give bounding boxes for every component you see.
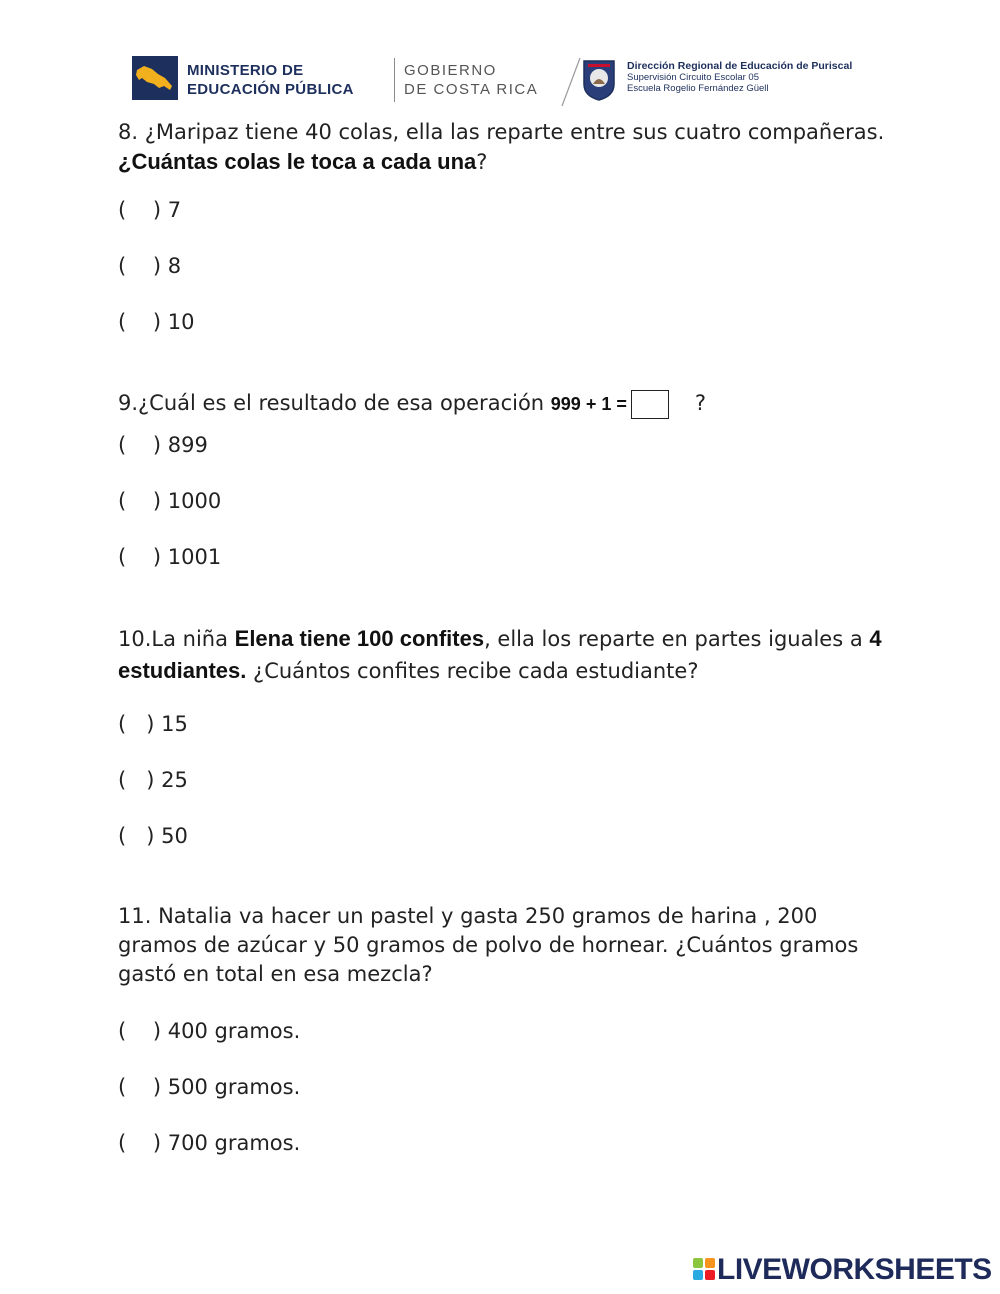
question-8-option-2[interactable]: ( ) 8 (118, 254, 182, 278)
question-10-emphasis-2: 4 estudiantes. (118, 626, 882, 683)
header-divider (394, 58, 395, 102)
school-crest-icon (582, 58, 616, 102)
ministry-name: MINISTERIO DE EDUCACIÓN PÚBLICA (187, 62, 354, 98)
question-9: 9.¿Cuál es el resultado de esa operación 999 + 1 = ? (118, 389, 888, 419)
question-11-option-3[interactable]: ( ) 700 gramos. (118, 1131, 301, 1155)
question-8: 8. ¿Maripaz tiene 40 colas, ella las reparte entre sus cuatro compañeras. ¿Cuántas colas le toca a cada una? (118, 120, 885, 174)
question-11-option-1[interactable]: ( ) 400 gramos. (118, 1019, 301, 1043)
header (0, 0, 1000, 110)
question-10-option-3[interactable]: ( ) 50 (118, 824, 188, 848)
question-10-option-1[interactable]: ( ) 15 (118, 712, 188, 736)
question-8-option-3[interactable]: ( ) 10 (118, 310, 195, 334)
liveworksheets-logo-icon (693, 1258, 715, 1280)
question-8-option-1[interactable]: ( ) 7 (118, 198, 182, 222)
liveworksheets-brand[interactable]: LIVEWORKSHEETS (717, 1253, 992, 1286)
question-8-emphasis: ¿Cuántas colas le toca a cada una (118, 149, 477, 174)
question-11-option-2[interactable]: ( ) 500 gramos. (118, 1075, 301, 1099)
question-11: 11. Natalia va hacer un pastel y gasta 250 gramos de harina , 200 gramos de azúcar y 50 gramos de polvo de hornear. ¿Cuántos gramos gastó en total en esa mezcla? (118, 904, 859, 986)
operation-text: 999 + 1 = (550, 394, 627, 414)
question-10-option-2[interactable]: ( ) 25 (118, 768, 188, 792)
regional-direction-info: Dirección Regional de Educación de Puriscal Supervisión Circuito Escolar 05 Escuela Rogelio Fernández Güell (627, 60, 853, 94)
question-10-emphasis-1: Elena tiene 100 confites (234, 626, 485, 651)
question-10: 10.La niña Elena tiene 100 confites, ella los reparte en partes iguales a 4 estudiantes. ¿Cuántos confites recibe cada estudiante? (118, 626, 882, 683)
answer-input-box[interactable] (631, 390, 669, 419)
question-9-option-1[interactable]: ( ) 899 (118, 433, 208, 457)
question-9-option-2[interactable]: ( ) 1000 (118, 489, 222, 513)
government-name: GOBIERNO DE COSTA RICA (404, 62, 539, 98)
question-9-option-3[interactable]: ( ) 1001 (118, 545, 222, 569)
costa-rica-map-logo (132, 56, 178, 100)
